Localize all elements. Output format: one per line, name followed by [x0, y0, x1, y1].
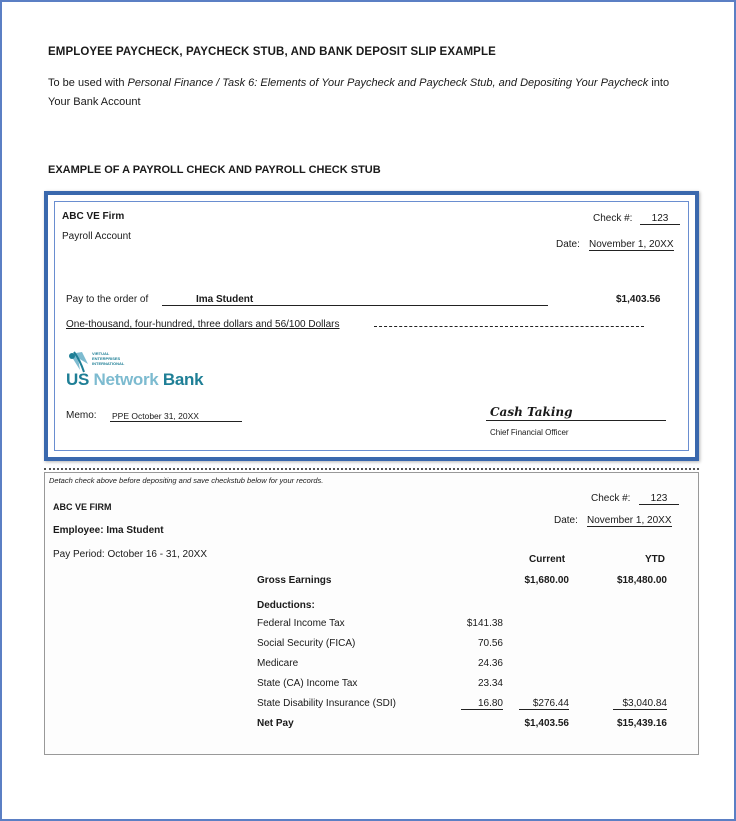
signature-line: [486, 420, 666, 421]
deduction-amount: 23.34: [477, 678, 503, 689]
stub-firm-name: ABC VE FIRM: [53, 502, 112, 512]
gross-earnings-label: Gross Earnings: [257, 575, 332, 586]
check-amount: $1,403.56: [616, 294, 661, 305]
amount-in-words: One-thousand, four-hundred, three dollars and 56/100 Dollars: [66, 319, 340, 330]
stub-check-number: 123: [639, 493, 679, 505]
document-title: EMPLOYEE PAYCHECK, PAYCHECK STUB, AND BANK DEPOSIT SLIP EXAMPLE: [48, 46, 496, 58]
pay-period: October 16 - 31, 20XX: [107, 549, 207, 560]
deduction-label: State (CA) Income Tax: [257, 678, 358, 689]
check-number: 123: [640, 213, 680, 225]
deductions-current: $276.44: [519, 698, 569, 710]
stub-check-number-label: Check #:: [591, 493, 631, 504]
memo-value: PPE October 31, 20XX: [110, 411, 242, 422]
check-date-label: Date:: [556, 239, 580, 250]
amount-fill-line: [374, 326, 644, 327]
paycheck-stub: [44, 472, 699, 755]
bank-logo-small-text: VIRTUAL ENTERPRISES INTERNATIONAL: [92, 351, 125, 366]
deduction-label: Medicare: [257, 658, 299, 669]
check-date: November 1, 20XX: [589, 239, 674, 250]
subtitle-italic: Personal Finance / Task 6: Elements of Your Paycheck and Paycheck Stub, and Depositing Your Paycheck: [127, 77, 649, 89]
check-account-name: Payroll Account: [62, 231, 131, 242]
net-pay-current: $1,403.56: [524, 718, 569, 729]
check-number-label: Check #:: [593, 213, 633, 224]
deduction-amount: 70.56: [477, 638, 503, 649]
detach-line: [44, 468, 699, 470]
deduction-label: State Disability Insurance (SDI): [257, 698, 396, 709]
subtitle-suffix: into Your Bank Account: [48, 77, 670, 108]
payee-line: [162, 305, 548, 306]
gross-current: $1,680.00: [524, 575, 569, 586]
deductions-ytd: $3,040.84: [613, 698, 667, 710]
subtitle-prefix: To be used with: [48, 77, 128, 89]
check-firm-name: ABC VE Firm: [62, 211, 125, 222]
bank-name-bank: Bank: [162, 370, 204, 389]
employee-name: Ima Student: [106, 525, 164, 536]
col-ytd-header: YTD: [645, 554, 665, 565]
deductions-label: Deductions:: [257, 600, 315, 611]
document-subtitle: [48, 74, 688, 112]
gross-ytd: $18,480.00: [616, 575, 667, 586]
detach-note: Detach check above before depositing and save checkstub below for your records.: [49, 476, 324, 485]
net-pay-label: Net Pay: [257, 718, 294, 729]
section-title: EXAMPLE OF A PAYROLL CHECK AND PAYROLL CHECK STUB: [48, 164, 381, 176]
deduction-label: Federal Income Tax: [257, 618, 345, 629]
stub-date: November 1, 20XX: [587, 515, 672, 526]
pay-period-row: [53, 549, 207, 560]
deduction-label: Social Security (FICA): [257, 638, 356, 649]
bank-name: [66, 370, 203, 390]
payee-name: Ima Student: [196, 294, 254, 305]
deduction-amount: $141.38: [466, 618, 503, 629]
col-current-header: Current: [529, 554, 566, 565]
deduction-amount: 24.36: [477, 658, 503, 669]
pay-period-label: Pay Period:: [53, 549, 105, 560]
deduction-amount: 16.80: [461, 698, 503, 710]
signer-title: Chief Financial Officer: [490, 428, 569, 437]
pay-to-label: Pay to the order of: [66, 294, 149, 305]
bank-name-network: Network: [93, 370, 159, 389]
payroll-check: [44, 191, 699, 461]
stub-date-label: Date:: [554, 515, 578, 526]
bank-name-us: US: [66, 370, 90, 389]
memo-label: Memo:: [66, 410, 97, 421]
signature: Cash Taking: [490, 405, 573, 419]
employee-label: Employee:: [53, 525, 104, 536]
net-pay-ytd: $15,439.16: [616, 718, 667, 729]
employee-row: [53, 525, 164, 536]
